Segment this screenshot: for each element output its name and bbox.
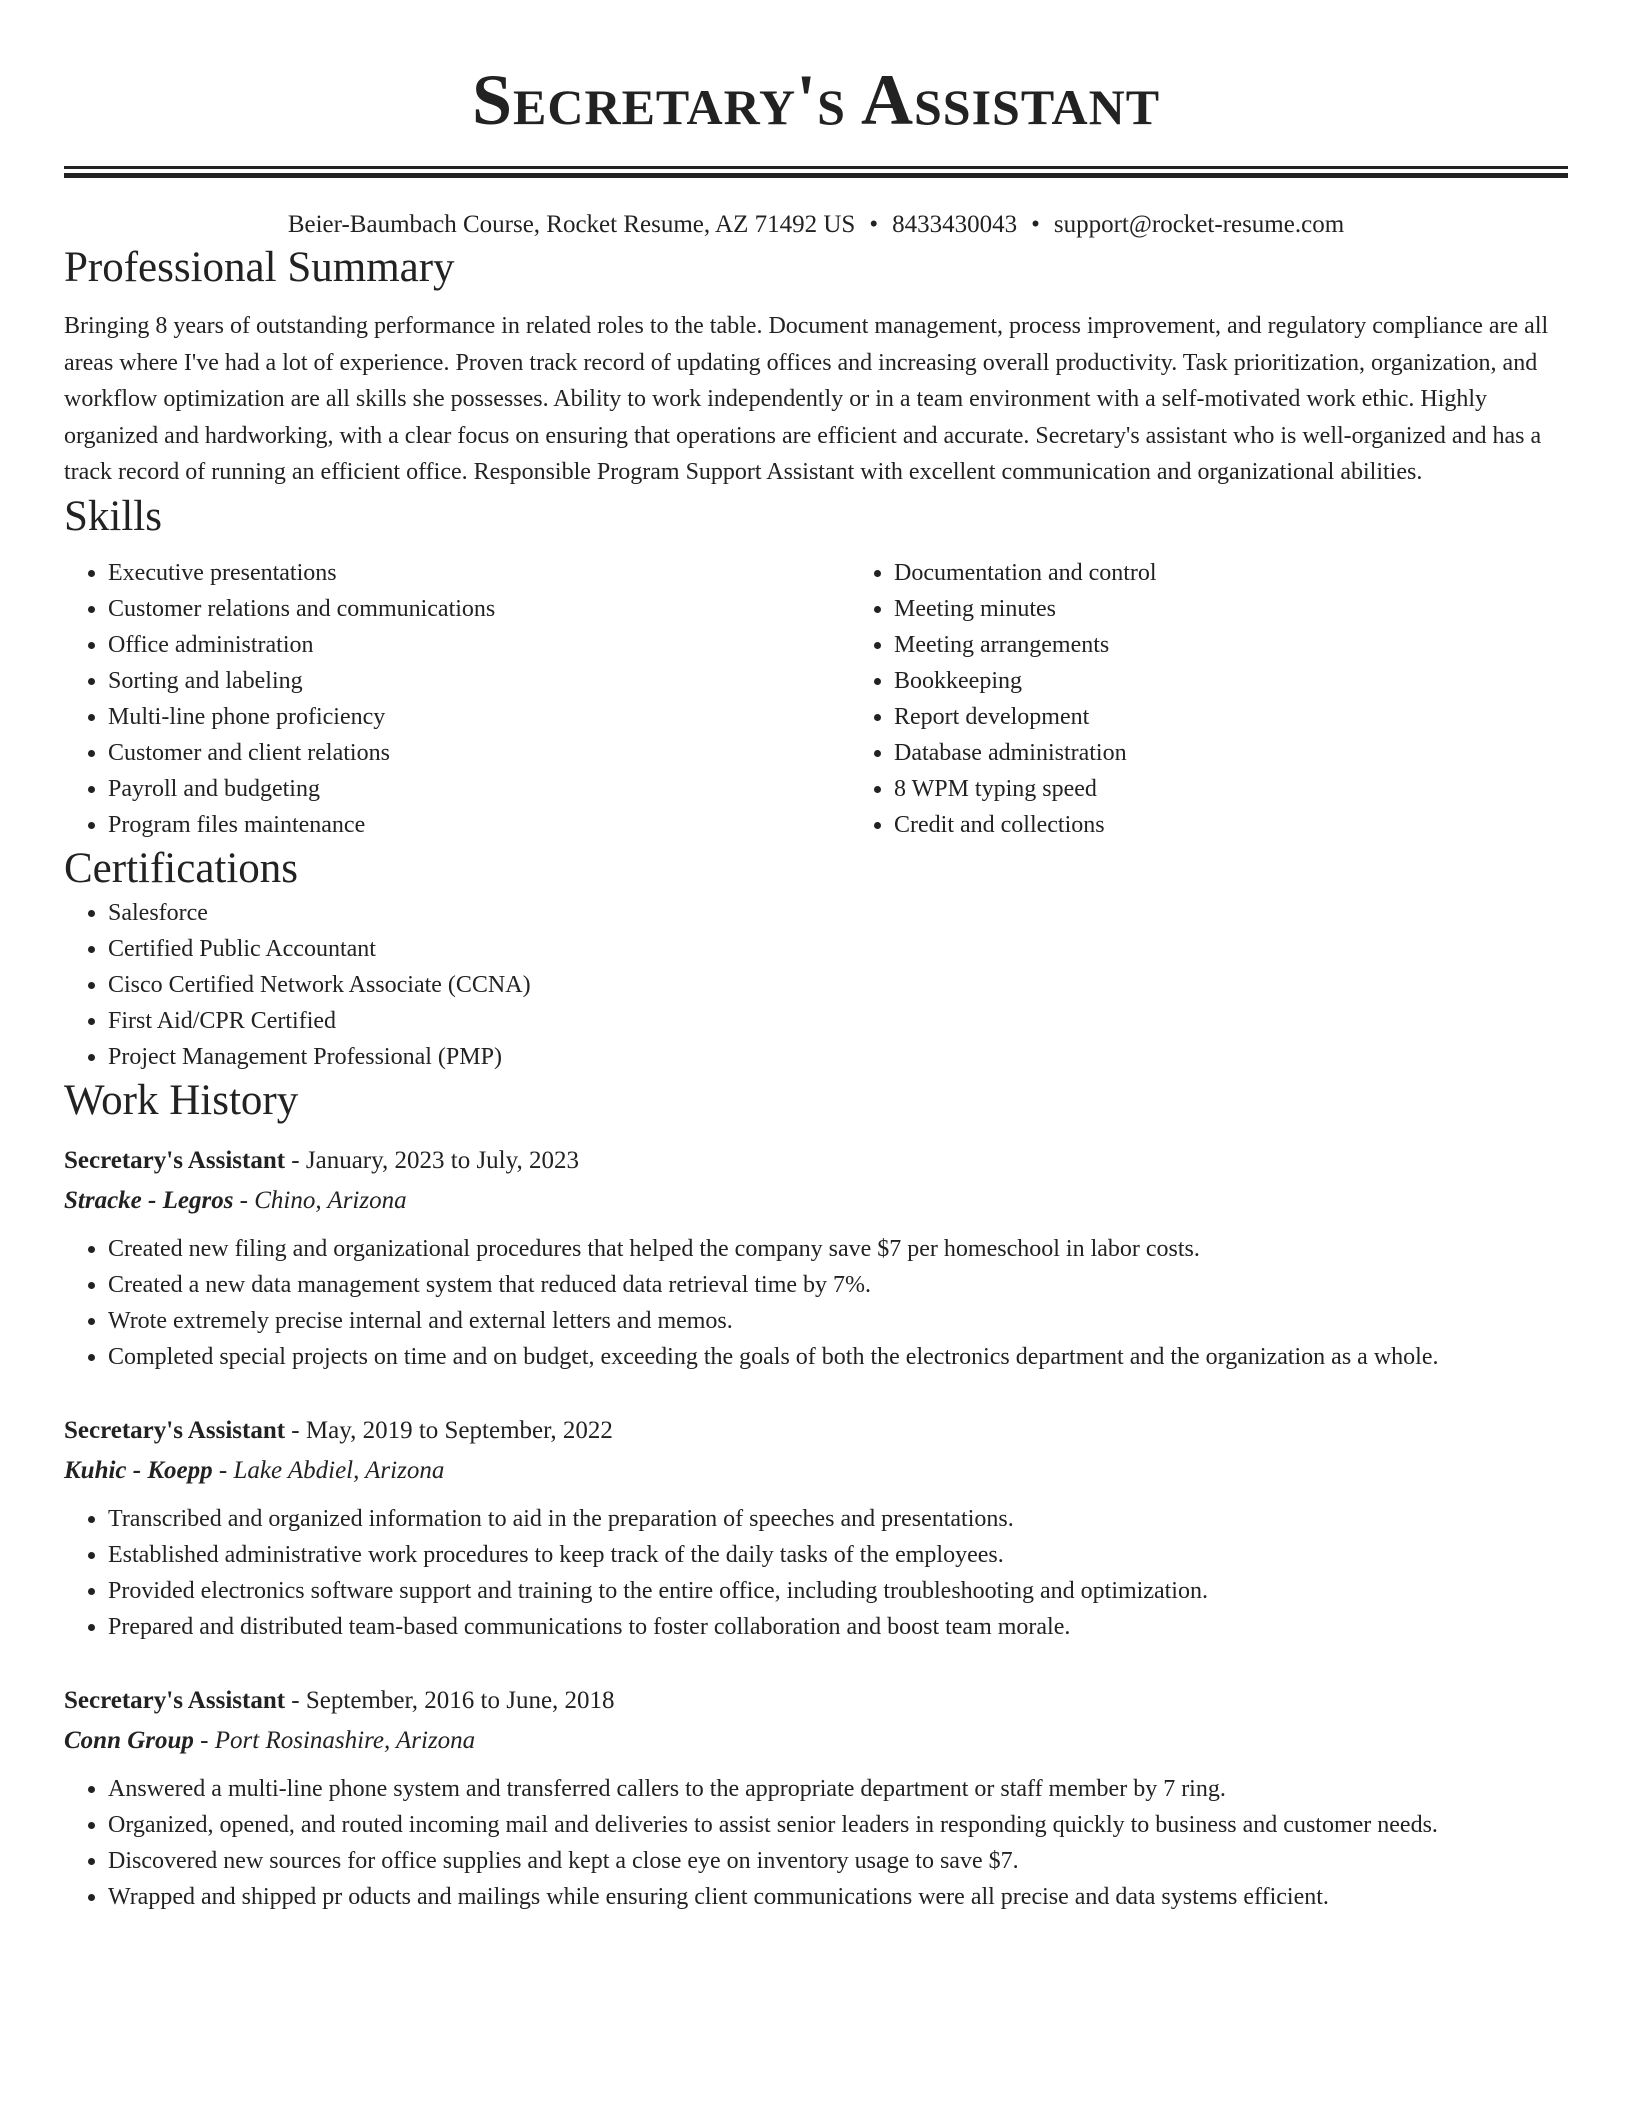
job-bullet: • Completed special projects on time and on budget, exceeding the goals of both the electronics department and the organization as a whole. — [108, 1339, 1568, 1375]
job-bullets — [64, 1231, 1568, 1375]
skill-item: • Program files maintenance — [108, 807, 850, 843]
job-bullet: • Created a new data management system that reduced data retrieval time by 7%. — [108, 1267, 1568, 1303]
skill-item: • Documentation and control — [894, 555, 1632, 591]
job-company-line: Stracke - Legros - Chino, Arizona — [64, 1186, 407, 1214]
certification-item: • Certified Public Accountant — [108, 931, 1568, 967]
work-history-heading: Work History — [64, 1076, 299, 1124]
summary-heading: Professional Summary — [64, 244, 455, 291]
skill-item: • Bookkeeping — [894, 663, 1632, 699]
contact-phone: 8433430043 — [892, 211, 1018, 238]
job-dates: January, 2023 to July, 2023 — [305, 1146, 579, 1174]
skill-item: • Database administration — [894, 735, 1632, 771]
job-bullet: • Answered a multi-line phone system and transferred callers to the appropriate department or staff member by 7 ring. — [108, 1771, 1568, 1807]
job-bullet: • Wrote extremely precise internal and external letters and memos. — [108, 1303, 1568, 1339]
skill-item: • Credit and collections — [894, 807, 1632, 843]
job-header: Secretary's Assistant - May, 2019 to September, 2022 — [64, 1416, 613, 1444]
contact-separator: • — [1031, 211, 1040, 238]
job-location: Chino, Arizona — [254, 1186, 407, 1214]
job-dates: May, 2019 to September, 2022 — [305, 1416, 613, 1444]
skill-item: • Sorting and labeling — [108, 663, 850, 699]
skill-item: • Customer and client relations — [108, 735, 850, 771]
job-company: Conn Group — [64, 1726, 194, 1754]
work-history-list — [64, 1141, 1568, 1915]
job-bullet: • Prepared and distributed team-based communications to foster collaboration and boost team morale. — [108, 1609, 1568, 1645]
certifications-list — [64, 895, 1568, 1075]
skills-heading: Skills — [64, 492, 162, 540]
summary-text: Bringing 8 years of outstanding performance in related roles to the table. Document management, process improvement, and regulatory compliance are all areas where I've had a lot of experience. Proven track record of updating offices and increasing overall productivity. Task prioritization, organization, and workflow optimization are all skills she possesses. Ability to work independently or in a team environment with a self-motivated work ethic. Highly organized and hardworking, with a clear focus on ensuring that operations are efficient and accurate. Secretary's assistant who is well-organized and has a track record of running an efficient office. Responsible Program Support Assistant with excellent communication and organizational abilities. — [64, 313, 1549, 485]
skills-columns — [64, 555, 1568, 843]
job-company: Stracke - Legros — [64, 1186, 234, 1214]
job-bullet: • Wrapped and shipped pr oducts and mailings while ensuring client communications were all precise and data systems efficient. — [108, 1879, 1568, 1915]
skill-item: • Office administration — [108, 627, 850, 663]
job-company-line: Conn Group - Port Rosinashire, Arizona — [64, 1726, 476, 1754]
skill-item: • Meeting arrangements — [894, 627, 1632, 663]
skill-item: • 8 WPM typing speed — [894, 771, 1632, 807]
candidate-name: Secretary's Assistant — [471, 60, 1161, 140]
certification-item: • Cisco Certified Network Associate (CCNA) — [108, 967, 1568, 1003]
job-title: Secretary's Assistant — [64, 1416, 286, 1444]
job-company: Kuhic - Koepp — [64, 1456, 213, 1484]
job-bullet: • Organized, opened, and routed incoming mail and deliveries to assist senior leaders in responding quickly to business and customer needs. — [108, 1807, 1568, 1843]
job-header: Secretary's Assistant - September, 2016 to June, 2018 — [64, 1686, 615, 1714]
job-bullets — [64, 1501, 1568, 1645]
skill-item: • Customer relations and communications — [108, 591, 850, 627]
certification-item: • Project Management Professional (PMP) — [108, 1039, 1568, 1075]
job-header: Secretary's Assistant - January, 2023 to July, 2023 — [64, 1146, 579, 1174]
skills-list-right — [850, 555, 1632, 843]
job-entry — [64, 1681, 1568, 1915]
job-entry — [64, 1141, 1568, 1375]
job-bullet: • Discovered new sources for office supplies and kept a close eye on inventory usage to save $7. — [108, 1843, 1568, 1879]
certifications-heading: Certifications — [64, 844, 299, 892]
certification-item: • First Aid/CPR Certified — [108, 1003, 1568, 1039]
job-company-line: Kuhic - Koepp - Lake Abdiel, Arizona — [64, 1456, 445, 1484]
contact-email: support@rocket-resume.com — [1053, 211, 1345, 238]
skill-item: • Payroll and budgeting — [108, 771, 850, 807]
job-dates: September, 2016 to June, 2018 — [305, 1686, 615, 1714]
skills-list-left — [64, 555, 850, 843]
header-divider — [64, 166, 1568, 178]
job-bullets — [64, 1771, 1568, 1915]
job-bullet: • Created new filing and organizational procedures that helped the company save $7 per homeschool in labor costs. — [108, 1231, 1568, 1267]
certification-item: • Salesforce — [108, 895, 1568, 931]
skill-item: • Meeting minutes — [894, 591, 1632, 627]
skill-item: • Multi-line phone proficiency — [108, 699, 850, 735]
job-bullet: • Provided electronics software support and training to the entire office, including troubleshooting and optimization. — [108, 1573, 1568, 1609]
contact-line — [64, 208, 1568, 242]
skill-item: • Report development — [894, 699, 1632, 735]
job-location: Port Rosinashire, Arizona — [214, 1726, 476, 1754]
job-bullet: • Established administrative work procedures to keep track of the daily tasks of the employees. — [108, 1537, 1568, 1573]
contact-address: Beier-Baumbach Course, Rocket Resume, AZ 71492 US — [287, 211, 856, 238]
job-entry — [64, 1411, 1568, 1645]
job-location: Lake Abdiel, Arizona — [233, 1456, 445, 1484]
skill-item: • Executive presentations — [108, 555, 850, 591]
job-title: Secretary's Assistant — [64, 1146, 286, 1174]
contact-separator: • — [869, 211, 879, 238]
job-title: Secretary's Assistant — [64, 1686, 286, 1714]
resume-page — [64, 0, 1568, 1915]
job-bullet: • Transcribed and organized information to aid in the preparation of speeches and presentations. — [108, 1501, 1568, 1537]
